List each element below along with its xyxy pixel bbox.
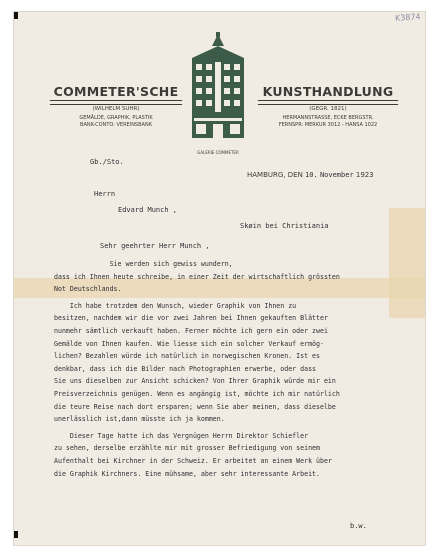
body-line: Ich habe trotzdem den Wunsch, wieder Graphik von Ihnen zu [54,301,297,310]
body-line: Sie werden sich gewiss wundern, [54,260,233,268]
company-founded: (GEGR. 1821) [309,106,347,112]
dateline [247,171,373,179]
building-caption: GALERIE COMMETER [197,150,239,155]
date-year: 3 [369,171,374,179]
company-address: HERMANNSTRASSE, ECKE BERGSTR. [282,115,374,121]
building-logo [186,32,250,138]
reference-initials: Gb./Sto. [90,158,124,166]
company-owner: (WILHELM SUHR) [92,106,140,112]
punch-mark [14,12,18,19]
salutation-herrn: Herrn [94,190,116,198]
body-line: Preisverzeichnis genügen. Wenn es angängig ist, möchte ich mir natürlich [54,389,340,398]
body-line: Gemälde von Ihnen kaufen. Wie liesse sich ein solcher Verkauf ermög- [54,339,324,348]
archive-number: K3874 [395,12,422,23]
body-line: dass ich Ihnen heute schreibe, in einer Zeit der wirtschaftlich grössten [54,272,340,281]
body-line: denkbar, dass ich die Bilder nach Photographien erwerbe, oder dass [54,364,317,373]
body-line: die Graphik Kirchners. Eine mühsame, aber sehr interessante Arbeit. [54,469,320,478]
date-place: HAMBURG, DEN [247,171,303,179]
date-month: November [319,171,354,179]
body-line: besitzen, nachdem wir die vor zwei Jahren bei Ihnen gekauften Blätter [54,314,328,323]
punch-mark [14,531,18,538]
body-line: unerlässlich ist,dann müsste ich ja kommen. [54,415,225,424]
company-name: COMMETER'SCHE [53,84,179,99]
body-line: Sie uns dieselben zur Ansicht schicken? Von Ihrer Graphik würde mir ein [54,377,336,386]
date-day: 10. [305,171,318,179]
greeting: Sehr geehrter Herr Munch , [100,242,210,250]
body-line: Dieser Tage hatte ich das Vergnügen Herrn Direktor Schiefler [54,431,309,440]
company-phone: FERNSPR: MERKUR 3012 - HANSA 1022 [278,122,378,128]
body-line: nunmehr sämtlich verkauft haben. Ferner möchte ich gern ein oder zwei [54,326,328,335]
header-rule [258,100,398,105]
date-year-prefix: 192 [355,171,370,179]
recipient-place: Skøin bei Christiania [240,222,329,230]
company-specialties: GEMÄLDE, GRAPHIK, PLASTIK [79,115,153,121]
body-line: die teure Reise nach dort ersparen; wenn Sie aber meinen, dass dieselbe [54,402,336,411]
letter-body [54,258,409,480]
body-line: lichen? Bezahlen würde ich natürlich in norwegischen Kronen. Ist es [54,352,320,361]
body-line: Not Deutschlands. [54,285,122,294]
header-rule [50,100,182,105]
company-type: KUNSTHANDLUNG [262,84,394,99]
closing-initials: b.w. [350,522,367,530]
body-line: Aufenthalt bei Kirchner in der Schweiz. Er arbeitet an einem Werk über [54,456,332,465]
company-bank: BANK-CONTO: VEREINSBANK [80,122,152,128]
letter-sheet [14,12,425,545]
letterhead-right [258,84,398,129]
recipient-name: Edvard Munch , [118,206,178,214]
body-line: zu sehen, derselbe erzählte mir mit grosser Befriedigung von seinem [54,444,320,453]
letterhead-left [50,84,182,129]
